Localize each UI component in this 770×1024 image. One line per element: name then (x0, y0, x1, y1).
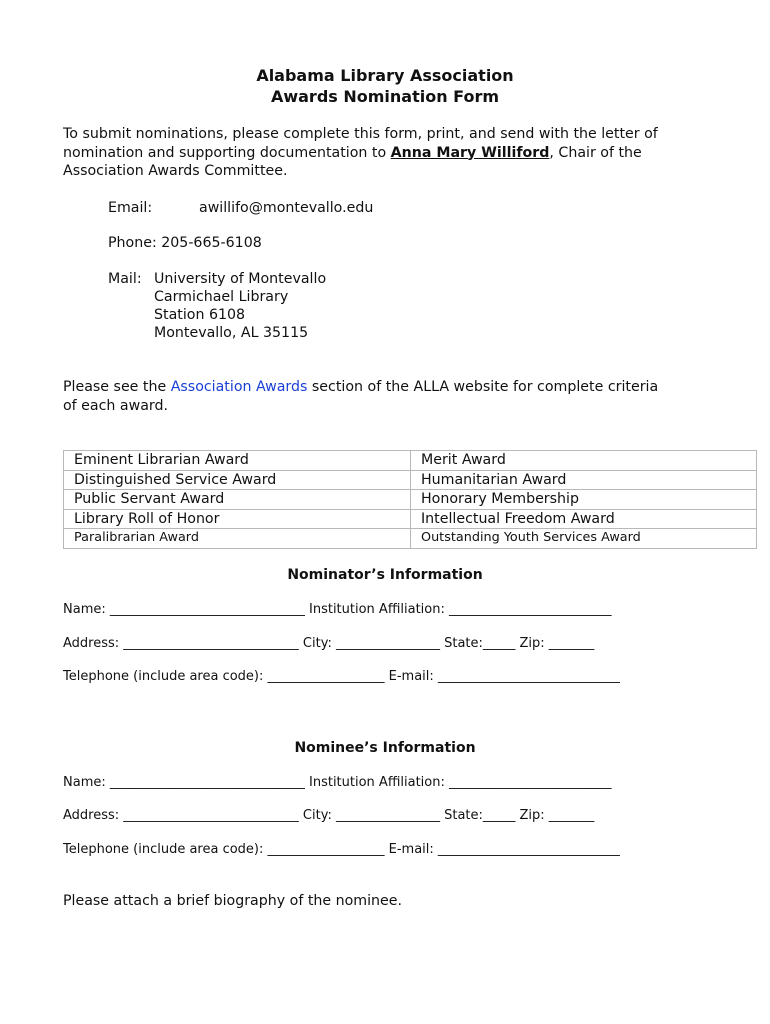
criteria-line-2: of each award. (63, 397, 168, 414)
table-row (64, 490, 757, 510)
biography-note: Please attach a brief biography of the nominee. (63, 893, 403, 909)
award-cell: Outstanding Youth Services Award (411, 529, 757, 549)
award-cell: Distinguished Service Award (64, 470, 411, 490)
mail-line: Station 6108 (154, 307, 246, 323)
intro-line-3: Association Awards Committee. (63, 163, 288, 179)
email-value: awillifo@montevallo.edu (199, 200, 374, 216)
award-cell: Intellectual Freedom Award (411, 509, 757, 529)
table-row (64, 529, 757, 549)
association-awards-link[interactable]: Association Awards (170, 379, 308, 395)
nominator-phone-line: Telephone (include area code): __________________ E-mail: ____________________________ (63, 669, 620, 684)
award-cell: Honorary Membership (411, 490, 757, 510)
criteria-line-1 (63, 378, 658, 397)
intro-line-2-suffix: , Chair of the (549, 144, 642, 161)
intro-line-2-prefix: nomination and supporting documentation to (63, 144, 391, 161)
table-row (64, 451, 757, 471)
chair-name: Anna Mary Williford (390, 144, 550, 161)
table-row (64, 509, 757, 529)
award-cell: Paralibrarian Award (64, 529, 411, 549)
award-cell: Humanitarian Award (411, 470, 757, 490)
form-title-line-1: Alabama Library Association (256, 66, 514, 85)
nominator-name-line: Name: ______________________________ Institution Affiliation: _________________________ (63, 602, 612, 617)
email-label: Email: (108, 200, 153, 216)
mail-label: Mail: (108, 271, 142, 287)
mail-address (154, 270, 326, 342)
table-row (64, 470, 757, 490)
nominator-heading: Nominator’s Information (287, 567, 483, 583)
intro-paragraph (63, 125, 658, 181)
award-cell: Public Servant Award (64, 490, 411, 510)
criteria-paragraph (63, 378, 658, 415)
nominee-phone-line: Telephone (include area code): __________________ E-mail: ____________________________ (63, 842, 620, 857)
award-cell: Library Roll of Honor (64, 509, 411, 529)
form-title-line-2: Awards Nomination Form (270, 87, 500, 106)
mail-line: Carmichael Library (154, 289, 289, 305)
mail-line: University of Montevallo (154, 271, 327, 287)
mail-line: Montevallo, AL 35115 (154, 325, 309, 341)
phone-line: Phone: 205-665-6108 (108, 235, 262, 251)
awards-table (63, 450, 757, 549)
nominator-address-line: Address: ___________________________ City: ________________ State:_____ Zip: _______ (63, 636, 595, 651)
award-cell: Merit Award (411, 451, 757, 471)
intro-line-2 (63, 144, 658, 163)
criteria-prefix: Please see the (63, 379, 171, 395)
award-cell: Eminent Librarian Award (64, 451, 411, 471)
nominee-address-line: Address: ___________________________ City: ________________ State:_____ Zip: _______ (63, 808, 595, 823)
nominee-heading: Nominee’s Information (294, 740, 476, 756)
nominee-name-line: Name: ______________________________ Institution Affiliation: _________________________ (63, 775, 612, 790)
intro-line-1: To submit nominations, please complete this form, print, and send with the letter of (63, 126, 658, 142)
criteria-suffix: section of the ALLA website for complete criteria (307, 379, 659, 395)
